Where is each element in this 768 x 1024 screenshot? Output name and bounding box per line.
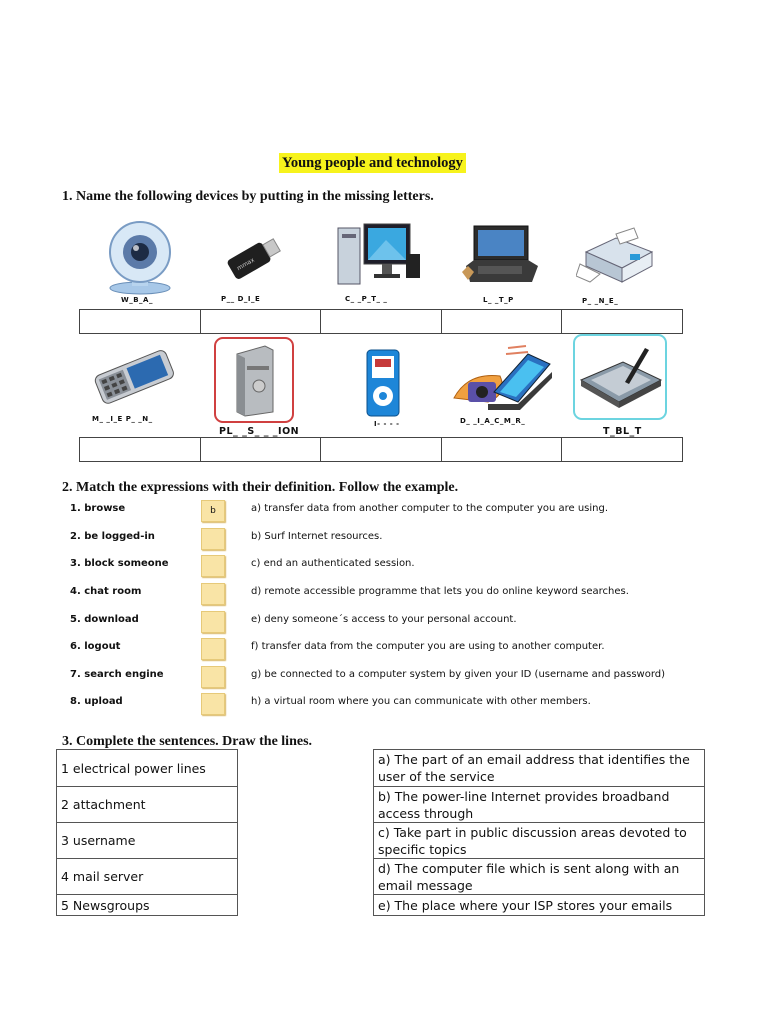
answer-box[interactable]	[562, 310, 683, 334]
match-definition: e) deny someone´s access to your personal account.	[251, 614, 517, 625]
laptop-image	[460, 222, 540, 290]
graphics-tablet-image	[573, 334, 667, 420]
device-label-7: PL_ _S_ _ _ION	[219, 426, 300, 437]
match-word: 7. search engine	[70, 669, 164, 680]
answer-box[interactable]	[80, 310, 201, 334]
match-row	[70, 638, 710, 660]
match-definition: c) end an authenticated session.	[251, 558, 415, 569]
device-label-2: P__ D_I_E	[221, 295, 261, 303]
answer-box[interactable]	[201, 638, 225, 660]
match-definition: d) remote accessible programme that lets you do online keyword searches.	[251, 586, 629, 597]
answer-box[interactable]	[201, 583, 225, 605]
match-word: 4. chat room	[70, 586, 142, 597]
term-cell[interactable]: 1 electrical power lines	[57, 750, 238, 787]
section3-heading: 3. Complete the sentences. Draw the lines.	[62, 734, 313, 749]
computer-image	[334, 220, 422, 290]
match-definition: f) transfer data from the computer you are using to another computer.	[251, 641, 605, 652]
device-label-9: D_ _I_A_C_M_R_	[460, 417, 526, 425]
definitions-table	[373, 749, 705, 916]
definition-cell[interactable]: d) The computer file which is sent along with an email message	[374, 859, 705, 895]
section1-heading: 1. Name the following devices by putting in the missing letters.	[62, 189, 434, 204]
answer-box[interactable]	[201, 555, 225, 577]
match-row	[70, 693, 710, 715]
match-word: 1. browse	[70, 503, 126, 514]
definition-cell[interactable]: b) The power-line Internet provides broadband access through	[374, 787, 705, 823]
match-row	[70, 528, 710, 550]
printer-image	[576, 224, 660, 288]
answer-box[interactable]	[201, 611, 225, 633]
match-row	[70, 611, 710, 633]
match-definition: g) be connected to a computer system by given your ID (username and password)	[251, 669, 666, 680]
term-cell[interactable]: 2 attachment	[57, 787, 238, 823]
section2-heading: 2. Match the expressions with their definition. Follow the example.	[62, 480, 459, 495]
webcam-image	[100, 220, 180, 295]
device-label-8: I- - - -	[374, 420, 400, 428]
term-cell[interactable]: 3 username	[57, 823, 238, 859]
device-label-3: C_ _P_T_ _	[345, 295, 388, 303]
page-title: Young people and technology	[279, 153, 466, 173]
device-label-6: M_ _I_E P_ _N_	[92, 415, 153, 423]
terms-table	[56, 749, 238, 916]
match-word: 3. block someone	[70, 558, 169, 569]
match-word: 6. logout	[70, 641, 121, 652]
match-row	[70, 555, 710, 577]
match-row	[70, 666, 710, 688]
answer-box[interactable]	[321, 438, 442, 462]
answer-box[interactable]: b	[201, 500, 225, 522]
answer-boxes-row-1	[79, 309, 683, 334]
match-word: 2. be logged-in	[70, 531, 155, 542]
definition-cell[interactable]: e) The place where your ISP stores your emails	[374, 895, 705, 916]
answer-box[interactable]	[201, 693, 225, 715]
mp3-player-image	[365, 348, 401, 418]
device-label-5: P_ _N_E_	[582, 297, 619, 305]
term-cell[interactable]: 5 Newsgroups	[57, 895, 238, 916]
answer-box[interactable]	[200, 310, 321, 334]
term-cell[interactable]: 4 mail server	[57, 859, 238, 895]
answer-box[interactable]	[441, 438, 562, 462]
match-definition: b) Surf Internet resources.	[251, 531, 383, 542]
answer-box[interactable]	[200, 438, 321, 462]
answer-box[interactable]	[562, 438, 683, 462]
answer-boxes-row-2	[79, 437, 683, 462]
usb-drive-image	[222, 228, 282, 288]
match-definition: h) a virtual room where you can communicate with other members.	[251, 696, 591, 707]
game-console-image	[213, 336, 295, 424]
digital-camera-image	[448, 342, 552, 416]
answer-box[interactable]	[441, 310, 562, 334]
match-row	[70, 500, 710, 522]
svg-text:mmax: mmax	[235, 256, 256, 273]
device-label-10: T_BL_T	[603, 426, 642, 437]
match-word: 8. upload	[70, 696, 123, 707]
answer-box[interactable]	[201, 666, 225, 688]
answer-box[interactable]	[80, 438, 201, 462]
match-definition: a) transfer data from another computer to the computer you are using.	[251, 503, 609, 514]
match-word: 5. download	[70, 614, 139, 625]
mobile-phone-image	[86, 344, 182, 408]
definition-cell[interactable]: a) The part of an email address that identifies the user of the service	[374, 750, 705, 787]
answer-box[interactable]	[201, 528, 225, 550]
match-row	[70, 583, 710, 605]
device-label-4: L_ _T_P	[483, 296, 514, 304]
device-label-1: W_B_A_	[121, 296, 153, 304]
definition-cell[interactable]: c) Take part in public discussion areas devoted to specific topics	[374, 823, 705, 859]
answer-box[interactable]	[321, 310, 442, 334]
